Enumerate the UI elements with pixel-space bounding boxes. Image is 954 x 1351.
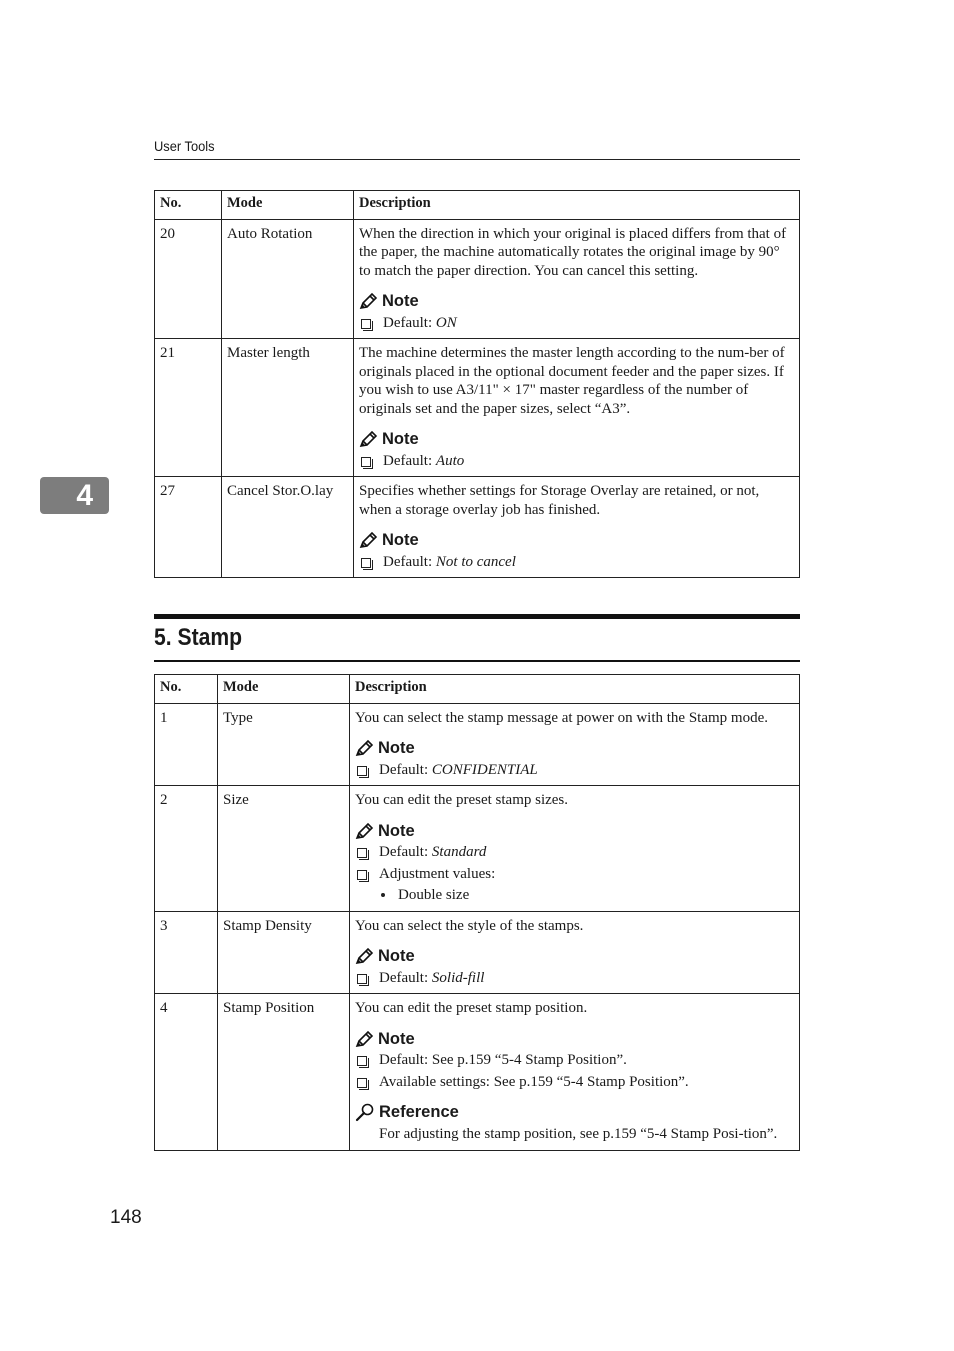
row-description: You can edit the preset stamp position. bbox=[355, 1000, 588, 1016]
checkbox-icon bbox=[357, 1078, 367, 1088]
note-label: Note bbox=[378, 947, 415, 965]
running-header: User Tools bbox=[154, 138, 215, 154]
default-text: Default: Solid-fill bbox=[379, 969, 485, 986]
magnifier-icon bbox=[355, 1103, 375, 1122]
default-setting-text: Default: See p.159 “5-4 Stamp Position”. bbox=[379, 1052, 627, 1068]
row-description: You can select the stamp message at power on with the Stamp mode. bbox=[355, 709, 768, 726]
row-description-cell bbox=[350, 994, 800, 1151]
checkbox-icon bbox=[361, 457, 371, 467]
adjustment-values-text: Adjustment values: bbox=[379, 865, 496, 882]
default-text: Default: Not to cancel bbox=[383, 553, 516, 570]
column-header-no: No. bbox=[155, 675, 218, 704]
bullet-text: Double size bbox=[398, 887, 470, 903]
column-header-description: Description bbox=[354, 191, 800, 220]
column-header-mode: Mode bbox=[222, 191, 354, 220]
table-header-row bbox=[155, 675, 800, 704]
table-row bbox=[155, 786, 800, 912]
checkbox-icon bbox=[357, 766, 367, 776]
table-row bbox=[155, 703, 800, 786]
checkbox-item bbox=[355, 865, 794, 884]
row-description-cell bbox=[354, 339, 800, 477]
row-description: You can select the style of the stamps. bbox=[355, 917, 584, 934]
available-settings-text: Available settings: See p.159 “5-4 Stamp Position”. bbox=[379, 1073, 689, 1090]
row-number: 3 bbox=[155, 911, 218, 994]
row-description: The machine determines the master length according to the num-ber of originals placed in the optional document feeder and the paper sizes. If you wish to use A3/11" × 17" master regardless of the number of originals set and the paper sizes, select “A3”. bbox=[359, 345, 785, 417]
row-description: You can edit the preset stamp sizes. bbox=[355, 792, 569, 808]
table-row bbox=[155, 911, 800, 994]
default-text: Default: Auto bbox=[383, 452, 465, 469]
pencil-icon bbox=[359, 292, 378, 310]
checkbox-icon bbox=[357, 1056, 367, 1066]
section-title: 5. Stamp bbox=[154, 624, 243, 651]
default-text: Default: ON bbox=[383, 314, 457, 331]
column-header-mode: Mode bbox=[218, 675, 350, 704]
row-mode: Master length bbox=[222, 339, 354, 477]
row-description-cell bbox=[350, 786, 800, 912]
default-value: Not to cancel bbox=[435, 553, 516, 570]
note-heading bbox=[359, 292, 794, 311]
checkbox-item bbox=[355, 1073, 794, 1092]
checkbox-icon bbox=[357, 848, 367, 858]
row-description-cell bbox=[354, 477, 800, 578]
pencil-icon bbox=[359, 430, 378, 448]
row-mode: Stamp Position bbox=[218, 994, 350, 1151]
checkbox-item bbox=[359, 452, 794, 471]
default-text: Default: CONFIDENTIAL bbox=[379, 761, 538, 778]
checkbox-item bbox=[355, 843, 794, 862]
row-description-cell bbox=[354, 219, 800, 339]
row-number: 21 bbox=[155, 339, 222, 477]
checkbox-item bbox=[359, 314, 794, 333]
bullet-item bbox=[355, 886, 794, 905]
checkbox-icon bbox=[357, 870, 367, 880]
table-row bbox=[155, 994, 800, 1151]
note-heading bbox=[355, 947, 794, 966]
row-mode: Type bbox=[218, 703, 350, 786]
default-value: Solid-fill bbox=[431, 969, 485, 986]
checkbox-item bbox=[359, 553, 794, 572]
section-bar bbox=[154, 614, 800, 619]
pencil-icon bbox=[355, 822, 374, 840]
default-value: Standard bbox=[431, 844, 487, 860]
table-header-row bbox=[155, 191, 800, 220]
note-label: Note bbox=[378, 1029, 415, 1048]
row-mode: Stamp Density bbox=[218, 911, 350, 994]
row-description-cell bbox=[350, 911, 800, 994]
reference-heading bbox=[355, 1103, 794, 1122]
row-number: 20 bbox=[155, 219, 222, 339]
table-row bbox=[155, 339, 800, 477]
bullet-icon bbox=[381, 893, 385, 897]
row-number: 1 bbox=[155, 703, 218, 786]
row-description-cell bbox=[350, 703, 800, 786]
note-heading bbox=[359, 430, 794, 449]
note-label: Note bbox=[378, 821, 415, 840]
default-value: CONFIDENTIAL bbox=[431, 761, 538, 778]
note-label: Note bbox=[378, 739, 415, 757]
checkbox-icon bbox=[357, 974, 367, 984]
row-description: Specifies whether settings for Storage Overlay are retained, or not, when a storage overlay job has finished. bbox=[359, 483, 760, 518]
default-text: Default: Standard bbox=[379, 844, 487, 860]
row-number: 4 bbox=[155, 994, 218, 1151]
default-value: Auto bbox=[435, 452, 465, 469]
pencil-icon bbox=[355, 1030, 374, 1048]
note-heading bbox=[355, 822, 794, 841]
note-label: Note bbox=[382, 292, 419, 310]
row-mode: Size bbox=[218, 786, 350, 912]
pencil-icon bbox=[355, 739, 374, 757]
row-mode: Cancel Stor.O.lay bbox=[222, 477, 354, 578]
header-rule bbox=[154, 159, 800, 160]
section-rule bbox=[154, 660, 800, 662]
checkbox-item bbox=[355, 761, 794, 780]
checkbox-item bbox=[355, 1051, 794, 1070]
column-header-no: No. bbox=[155, 191, 222, 220]
page-number: 148 bbox=[110, 1207, 142, 1228]
table-row bbox=[155, 477, 800, 578]
note-heading bbox=[355, 739, 794, 758]
default-value: ON bbox=[435, 314, 457, 331]
reference-text: For adjusting the stamp position, see p.159 “5-4 Stamp Posi-tion”. bbox=[379, 1126, 778, 1142]
table-row bbox=[155, 219, 800, 339]
note-heading bbox=[355, 1030, 794, 1049]
pencil-icon bbox=[359, 531, 378, 549]
pencil-icon bbox=[355, 947, 374, 965]
row-description: When the direction in which your original is placed differs from that of the paper, the machine automatically rotates the original image by 90° to match the paper direction. You can cancel this setting. bbox=[359, 225, 787, 279]
note-heading bbox=[359, 531, 794, 550]
row-mode: Auto Rotation bbox=[222, 219, 354, 339]
note-label: Note bbox=[382, 430, 419, 448]
chapter-tab: 4 bbox=[40, 477, 109, 514]
row-number: 2 bbox=[155, 786, 218, 912]
reference-label: Reference bbox=[379, 1103, 459, 1122]
checkbox-icon bbox=[361, 319, 371, 329]
column-header-description: Description bbox=[350, 675, 800, 704]
row-number: 27 bbox=[155, 477, 222, 578]
user-tools-table bbox=[154, 190, 800, 578]
checkbox-item bbox=[355, 969, 794, 988]
checkbox-icon bbox=[361, 558, 371, 568]
note-label: Note bbox=[382, 531, 419, 549]
stamp-table bbox=[154, 674, 800, 1151]
